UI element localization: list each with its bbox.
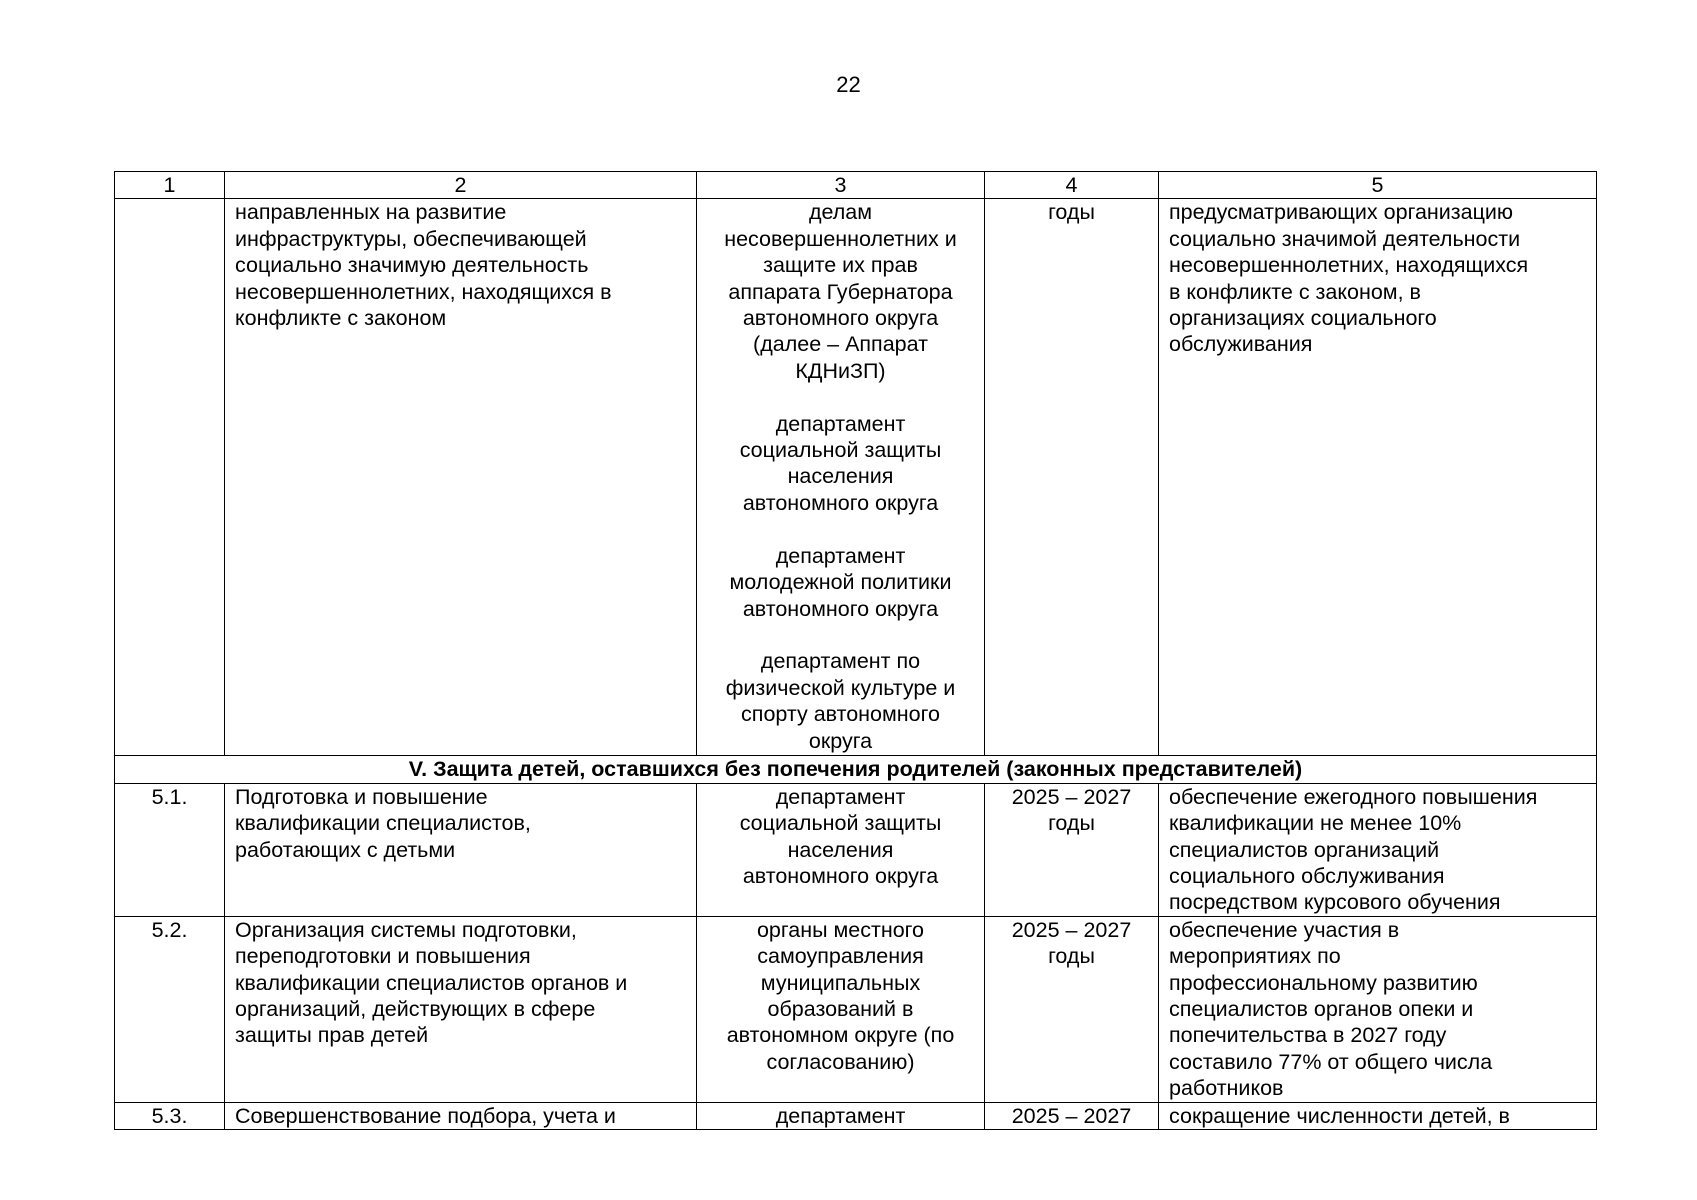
result-cell: предусматривающих организацию социально значимой деятельности несовершеннолетних, находящихся в конфликте с законом, в организациях социального обслуживания: [1159, 199, 1597, 756]
measure-cell: Подготовка и повышение квалификации специалистов, работающих с детьми: [225, 783, 697, 916]
row-number-cell: [115, 199, 225, 756]
table-row: [115, 1102, 1597, 1129]
executor-cell: органы местного самоуправления муниципальных образований в автономном округе (по согласованию): [697, 916, 985, 1102]
column-number-3: 3: [697, 172, 985, 199]
page-number: 22: [836, 72, 861, 97]
section-title: V. Защита детей, оставшихся без попечения родителей (законных представителей): [115, 756, 1597, 783]
result-cell: обеспечение ежегодного повышения квалификации не менее 10% специалистов организаций социального обслуживания посредством курсового обучения: [1159, 783, 1597, 916]
measures-table: [114, 171, 1597, 1130]
row-number-cell: 5.1.: [115, 783, 225, 916]
row-number-cell: 5.2.: [115, 916, 225, 1102]
measure-cell: Организация системы подготовки, переподготовки и повышения квалификации специалистов органов и организаций, действующих в сфере защиты прав детей: [225, 916, 697, 1102]
column-number-4: 4: [985, 172, 1159, 199]
period-cell: 2025 – 2027 годы: [985, 783, 1159, 916]
row-number-cell: 5.3.: [115, 1102, 225, 1129]
executor-cell: делам несовершеннолетних и защите их прав аппарата Губернатора автономного округа (далее – Аппарат КДНиЗП) департамент социальной защиты населения автономного округа департамент молодежной политики автономного округа департамент по физической культуре и спорту автономного округа: [697, 199, 985, 756]
period-cell: 2025 – 2027 годы: [985, 916, 1159, 1102]
result-cell: обеспечение участия в мероприятиях по профессиональному развитию специалистов органов опеки и попечительства в 2027 году составило 77% от общего числа работников: [1159, 916, 1597, 1102]
column-number-2: 2: [225, 172, 697, 199]
table-row: [115, 916, 1597, 1102]
table-row: [115, 783, 1597, 916]
executor-cell: департамент социальной защиты населения автономного округа: [697, 783, 985, 916]
result-cell: сокращение численности детей, в: [1159, 1102, 1597, 1129]
column-number-1: 1: [115, 172, 225, 199]
period-cell: 2025 – 2027: [985, 1102, 1159, 1129]
column-number-row: [115, 172, 1597, 199]
executor-cell: департамент: [697, 1102, 985, 1129]
table-row-continuation: [115, 199, 1597, 756]
measure-cell: направленных на развитие инфраструктуры, обеспечивающей социально значимую деятельность несовершеннолетних, находящихся в конфликте с законом: [225, 199, 697, 756]
period-cell: годы: [985, 199, 1159, 756]
column-number-5: 5: [1159, 172, 1597, 199]
section-heading-row: [115, 756, 1597, 783]
measure-cell: Совершенствование подбора, учета и: [225, 1102, 697, 1129]
